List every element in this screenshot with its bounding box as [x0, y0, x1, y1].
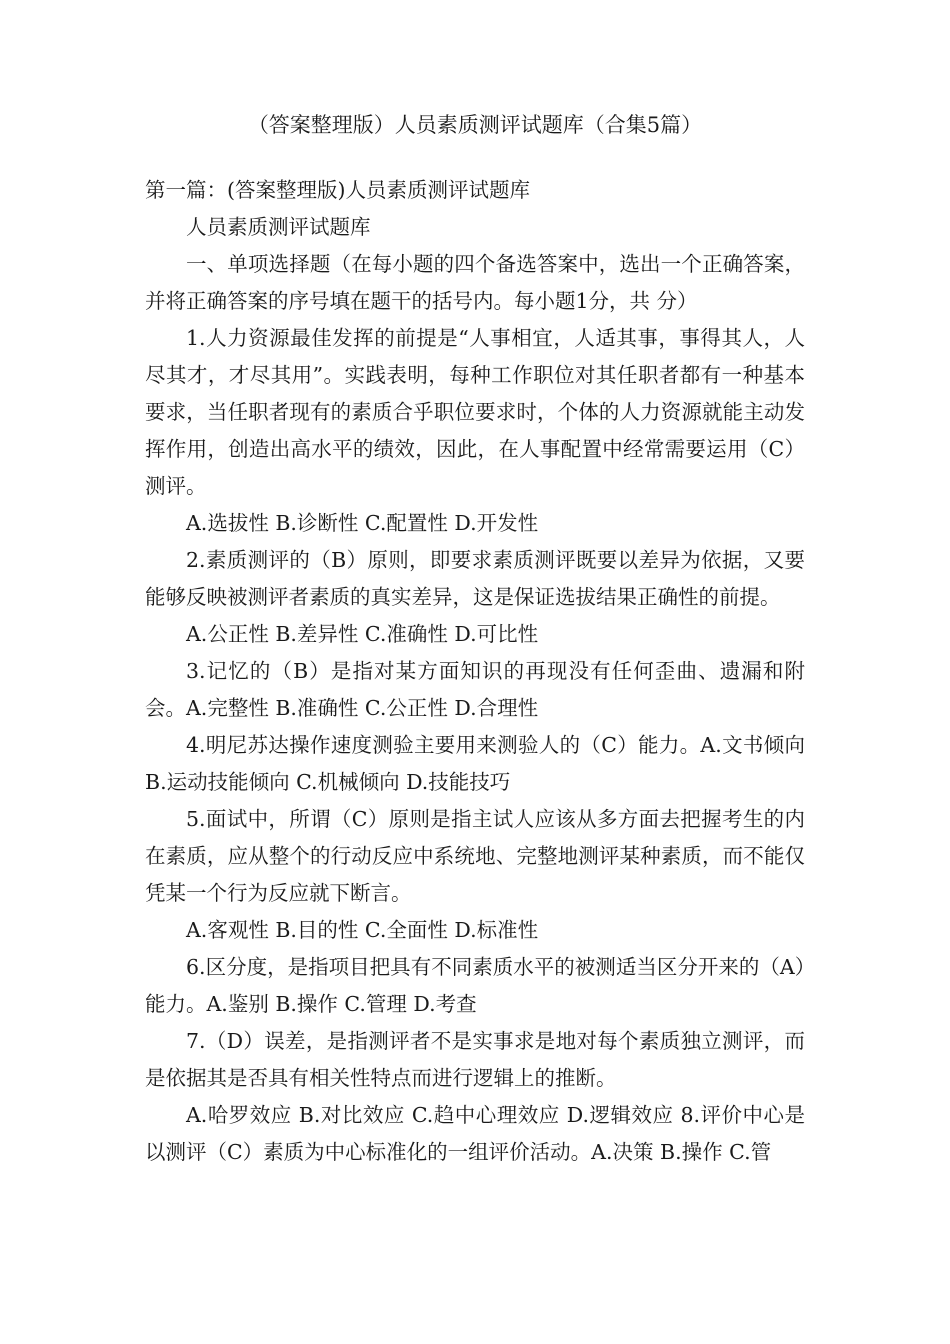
- paragraph: 2.素质测评的（B）原则，即要求素质测评既要以差异为依据，又要能够反映被测评者素质的真实差异，这是保证选拔结果正确性的前提。: [145, 548, 805, 609]
- document-title: （答案整理版）人员素质测评试题库（合集5篇）: [247, 113, 703, 137]
- paragraph: A.选拔性 B.诊断性 C.配置性 D.开发性: [186, 511, 539, 535]
- paragraph: 人员素质测评试题库: [186, 215, 371, 239]
- paragraph: A.哈罗效应 B.对比效应 C.趋中心理效应 D.逻辑效应 8.评价中心是以测评（C）素质为中心标准化的一组评价活动。A.决策 B.操作 C.管: [145, 1103, 805, 1164]
- paragraph: 3.记忆的（B）是指对某方面知识的再现没有任何歪曲、遗漏和附会。A.完整性 B.准确性 C.公正性 D.合理性: [145, 659, 805, 720]
- paragraph: 1.人力资源最佳发挥的前提是“人事相宜，人适其事，事得其人，人尽其才，才尽其用”。实践表明，每种工作职位对其任职者都有一种基本要求，当任职者现有的素质合乎职位要求时，个体的人力资源就能主动发挥作用，创造出高水平的绩效，因此，在人事配置中经常需要运用（C）测评。: [145, 326, 805, 498]
- paragraph: A.客观性 B.目的性 C.全面性 D.标准性: [186, 918, 539, 942]
- document-body: [145, 172, 805, 1171]
- section-heading: 第一篇：(答案整理版)人员素质测评试题库: [145, 178, 530, 202]
- paragraph: 5.面试中，所谓（C）原则是指主试人应该从多方面去把握考生的内在素质，应从整个的行动反应中系统地、完整地测评某种素质，而不能仅凭某一个行为反应就下断言。: [145, 807, 805, 905]
- paragraph: 6.区分度，是指项目把具有不同素质水平的被测适当区分开来的（A）能力。A.鉴别 B.操作 C.管理 D.考查: [145, 955, 805, 1016]
- paragraph: 7.（D）误差，是指测评者不是实事求是地对每个素质独立测评，而是依据其是否具有相关性特点而进行逻辑上的推断。: [145, 1029, 805, 1090]
- paragraph: 一、单项选择题（在每小题的四个备选答案中，选出一个正确答案，并将正确答案的序号填在题干的括号内。每小题1分，共 分）: [145, 252, 805, 313]
- paragraph: 4.明尼苏达操作速度测验主要用来测验人的（C）能力。A.文书倾向 B.运动技能倾向 C.机械倾向 D.技能技巧: [145, 733, 805, 794]
- paragraph: A.公正性 B.差异性 C.准确性 D.可比性: [186, 622, 539, 646]
